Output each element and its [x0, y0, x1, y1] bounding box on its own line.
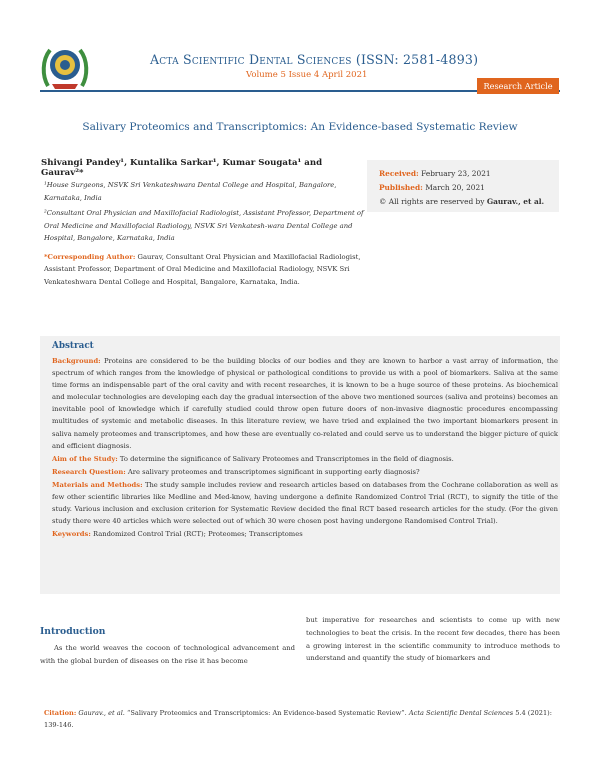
introduction-heading: Introduction: [40, 626, 106, 637]
aim-label: Aim of the Study:: [52, 454, 118, 463]
corresponding-text: Gaurav, Consultant Oral Physician and Maxillofacial Radiologist, Assistant Professor, Department of Oral Medicine and Maxillofacial Radiology, NSVK Sri Venkateshwara Dental College and Hospital, Bangalore, Karnataka, India.: [44, 253, 361, 286]
received-line: [379, 169, 491, 178]
methods-text: The study sample includes review and research articles based on databases from the Cochrane collaboration as well as few other scientific libraries like Medline and Med-know, having undergone a definite Randomized Control Trial (RCT), to signify the title of the study. Various inclusion and exclusion criterion for Systematic Review decided the final RCT based research articles for the study. (For the given study there were 40 articles which were selected out of which 30 were chosen post having undergone Randomised Control Trial).: [52, 480, 559, 526]
journal-title: Acta Scientific Dental Sciences (ISSN: 2581-4893): [150, 52, 479, 67]
dates-box: [367, 160, 559, 212]
published-label: Published:: [379, 183, 423, 192]
abstract-background: [52, 355, 558, 452]
rights-holder: Gaurav., et al.: [486, 197, 545, 206]
intro-left-text: As the world weaves the cocoon of technological advancement and with the global burden of diseases on the rise it has become: [40, 644, 295, 665]
received-label: Received:: [379, 169, 419, 178]
question-label: Research Question:: [52, 467, 126, 476]
citation: [44, 707, 560, 732]
received-date: February 23, 2021: [421, 169, 491, 178]
abstract-aim: [52, 453, 558, 465]
question-text: Are salivary proteomes and transcriptomes significant in supporting early diagnosis?: [127, 467, 420, 476]
introduction-left-column: [40, 642, 295, 668]
journal-logo-icon: [40, 42, 90, 90]
article-type-badge: Research Article: [477, 78, 559, 94]
abstract-box: [40, 336, 560, 594]
corresponding-label: *Corresponding Author:: [44, 253, 136, 261]
published-line: [379, 183, 485, 192]
author-list: Shivangi Pandey¹, Kuntalika Sarkar¹, Kumar Sougata¹ and Gaurav²*: [41, 158, 323, 178]
keywords-text: Randomized Control Trial (RCT); Proteomes; Transcriptomes: [92, 530, 303, 539]
paper-title: Salivary Proteomics and Transcriptomics: An Evidence-based Systematic Review: [82, 121, 518, 133]
abstract-body: [52, 355, 558, 541]
background-text: Proteins are considered to be the building blocks of our bodies and they are known to harbor a vast array of information, the spectrum of which ranges from the knowledge of physical or pathological conditions to provide us with a pool of biomarkers. Saliva at the same time forms an indispensable part of the oral cavity and with recent researches, it is known to be a huge source of these proteins. As biochemical and molecular technologies are developing each day the gradual intersection of the above two mentioned sources (saliva and proteins) becomes an inevitable pool of knowledge which if carefully studied could throw open future doors of non-invasive diagnostic procedures encompassing multitudes of systemic and metabolic diseases. In this literature review, we have tried and explained the two important biomarkers present in saliva namely proteomes and transcriptomes, and how these are eventually co-related and could serve us to understand the bigger picture of quick and efficient diagnosis.: [52, 357, 559, 450]
citation-label: Citation:: [44, 709, 77, 717]
aim-text: To determine the significance of Salivary Proteomes and Transcriptomes in the field of diagnosis.: [119, 454, 454, 463]
citation-authors: Gaurav., et al.: [78, 709, 125, 717]
keywords-label: Keywords:: [52, 530, 91, 539]
abstract-question: [52, 466, 558, 478]
abstract-heading: Abstract: [52, 341, 94, 351]
citation-title: “Salivary Proteomics and Transcriptomics: An Evidence-based Systematic Review”.: [127, 709, 407, 717]
citation-issue: 5.4 (2021): 139-146.: [44, 709, 552, 730]
published-date: March 20, 2021: [425, 183, 485, 192]
abstract-keywords: [52, 528, 558, 540]
rights-prefix: © All rights are reserved by: [379, 197, 485, 206]
volume-issue: Volume 5 Issue 4 April 2021: [246, 70, 368, 80]
affiliation-2: ²Consultant Oral Physician and Maxillofacial Radiologist, Assistant Professor, Department of Oral Medicine and Maxillofacial Radiology, NSVK Sri Venkatesh-wara Dental College and Hospital, Bangalore, Karnataka, India: [44, 209, 364, 243]
citation-journal: Acta Scientific Dental Sciences: [408, 709, 514, 717]
introduction-right-column: but imperative for researches and scientists to come up with new technologies to beat the crisis. In the recent few decades, there has been a growing interest in the scientific community to introduce methods to understand and quantify the study of biomarkers and: [306, 616, 560, 663]
background-label: Background:: [52, 357, 101, 365]
rights-line: [379, 197, 544, 206]
corresponding-author: [44, 251, 364, 288]
affiliation-1: ¹House Surgeons, NSVK Sri Venkateshwara Dental College and Hospital, Bangalore, Karnataka, India: [44, 181, 337, 202]
abstract-methods: [52, 479, 558, 527]
methods-label: Materials and Methods:: [52, 480, 143, 489]
